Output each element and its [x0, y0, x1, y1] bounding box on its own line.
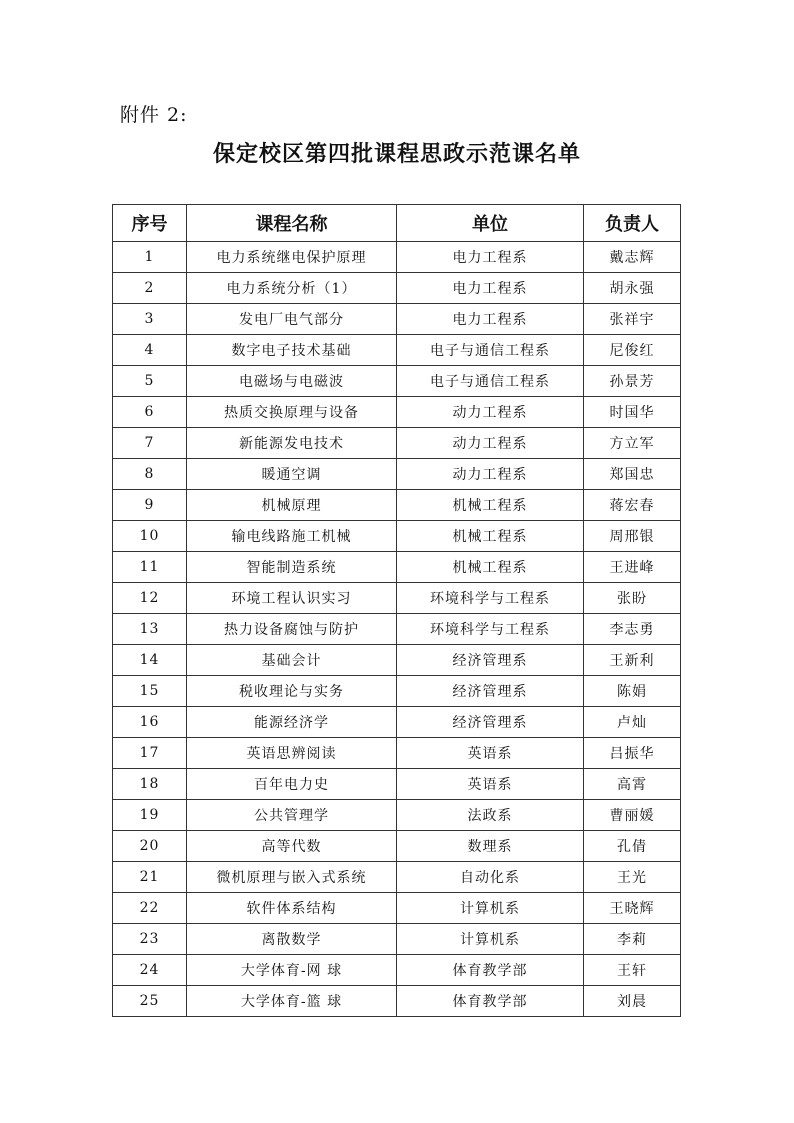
cell-department: 英语系 [397, 769, 584, 800]
cell-department: 经济管理系 [397, 707, 584, 738]
cell-person-in-charge: 时国华 [584, 397, 681, 428]
cell-person-in-charge: 陈娟 [584, 676, 681, 707]
table-row [113, 552, 681, 583]
cell-serial-number: 10 [113, 521, 187, 552]
cell-person-in-charge: 周邢银 [584, 521, 681, 552]
cell-person-in-charge: 郑国忠 [584, 459, 681, 490]
cell-department: 经济管理系 [397, 645, 584, 676]
cell-department: 机械工程系 [397, 490, 584, 521]
cell-course-name: 大学体育-网 球 [187, 955, 397, 986]
cell-department: 环境科学与工程系 [397, 614, 584, 645]
cell-department: 法政系 [397, 800, 584, 831]
cell-serial-number: 14 [113, 645, 187, 676]
cell-course-name: 英语思辨阅读 [187, 738, 397, 769]
cell-course-name: 软件体系结构 [187, 893, 397, 924]
cell-person-in-charge: 胡永强 [584, 273, 681, 304]
cell-department: 体育教学部 [397, 955, 584, 986]
cell-course-name: 智能制造系统 [187, 552, 397, 583]
table-row [113, 738, 681, 769]
cell-person-in-charge: 尼俊红 [584, 335, 681, 366]
table-row [113, 924, 681, 955]
table-row [113, 862, 681, 893]
cell-course-name: 税收理论与实务 [187, 676, 397, 707]
cell-course-name: 百年电力史 [187, 769, 397, 800]
cell-course-name: 公共管理学 [187, 800, 397, 831]
cell-person-in-charge: 方立军 [584, 428, 681, 459]
table-row [113, 521, 681, 552]
cell-course-name: 离散数学 [187, 924, 397, 955]
cell-course-name: 能源经济学 [187, 707, 397, 738]
table-row [113, 490, 681, 521]
cell-department: 计算机系 [397, 893, 584, 924]
cell-course-name: 热质交换原理与设备 [187, 397, 397, 428]
cell-serial-number: 4 [113, 335, 187, 366]
table-row [113, 831, 681, 862]
cell-course-name: 热力设备腐蚀与防护 [187, 614, 397, 645]
cell-department: 机械工程系 [397, 521, 584, 552]
cell-department: 自动化系 [397, 862, 584, 893]
cell-person-in-charge: 王轩 [584, 955, 681, 986]
cell-serial-number: 3 [113, 304, 187, 335]
cell-course-name: 电力系统继电保护原理 [187, 242, 397, 273]
cell-department: 电力工程系 [397, 304, 584, 335]
document-title: 保定校区第四批课程思政示范课名单 [212, 142, 581, 167]
header-department: 单位 [397, 205, 584, 242]
cell-person-in-charge: 王光 [584, 862, 681, 893]
cell-serial-number: 18 [113, 769, 187, 800]
cell-person-in-charge: 刘晨 [584, 986, 681, 1017]
cell-course-name: 高等代数 [187, 831, 397, 862]
cell-serial-number: 6 [113, 397, 187, 428]
table-row [113, 769, 681, 800]
cell-serial-number: 13 [113, 614, 187, 645]
cell-department: 计算机系 [397, 924, 584, 955]
cell-department: 环境科学与工程系 [397, 583, 584, 614]
table-row [113, 583, 681, 614]
cell-person-in-charge: 张盼 [584, 583, 681, 614]
cell-person-in-charge: 戴志辉 [584, 242, 681, 273]
cell-person-in-charge: 张祥宇 [584, 304, 681, 335]
cell-department: 电力工程系 [397, 273, 584, 304]
cell-person-in-charge: 王新利 [584, 645, 681, 676]
cell-course-name: 数字电子技术基础 [187, 335, 397, 366]
table-row [113, 242, 681, 273]
cell-serial-number: 15 [113, 676, 187, 707]
cell-serial-number: 11 [113, 552, 187, 583]
cell-department: 体育教学部 [397, 986, 584, 1017]
cell-course-name: 机械原理 [187, 490, 397, 521]
cell-course-name: 微机原理与嵌入式系统 [187, 862, 397, 893]
table-row [113, 304, 681, 335]
cell-department: 电子与通信工程系 [397, 335, 584, 366]
header-course-name: 课程名称 [187, 205, 397, 242]
cell-course-name: 输电线路施工机械 [187, 521, 397, 552]
cell-serial-number: 1 [113, 242, 187, 273]
cell-department: 动力工程系 [397, 459, 584, 490]
cell-serial-number: 12 [113, 583, 187, 614]
cell-department: 英语系 [397, 738, 584, 769]
cell-person-in-charge: 李莉 [584, 924, 681, 955]
cell-person-in-charge: 王晓辉 [584, 893, 681, 924]
cell-course-name: 新能源发电技术 [187, 428, 397, 459]
cell-serial-number: 24 [113, 955, 187, 986]
course-list-table [112, 204, 681, 1017]
table-row [113, 335, 681, 366]
cell-serial-number: 22 [113, 893, 187, 924]
cell-person-in-charge: 孔倩 [584, 831, 681, 862]
cell-person-in-charge: 王进峰 [584, 552, 681, 583]
table-row [113, 955, 681, 986]
table-row [113, 800, 681, 831]
table-row [113, 459, 681, 490]
table-row [113, 986, 681, 1017]
cell-serial-number: 21 [113, 862, 187, 893]
header-person-in-charge: 负责人 [584, 205, 681, 242]
cell-person-in-charge: 孙景芳 [584, 366, 681, 397]
cell-course-name: 大学体育-篮 球 [187, 986, 397, 1017]
table-row [113, 893, 681, 924]
table-row [113, 614, 681, 645]
cell-course-name: 暖通空调 [187, 459, 397, 490]
cell-person-in-charge: 高霄 [584, 769, 681, 800]
cell-department: 动力工程系 [397, 397, 584, 428]
cell-course-name: 发电厂电气部分 [187, 304, 397, 335]
cell-person-in-charge: 李志勇 [584, 614, 681, 645]
cell-course-name: 电力系统分析（1） [187, 273, 397, 304]
cell-person-in-charge: 卢灿 [584, 707, 681, 738]
attachment-label: 附件 2: [120, 104, 188, 126]
cell-person-in-charge: 曹丽媛 [584, 800, 681, 831]
cell-course-name: 环境工程认识实习 [187, 583, 397, 614]
cell-person-in-charge: 蒋宏春 [584, 490, 681, 521]
cell-serial-number: 19 [113, 800, 187, 831]
cell-department: 电子与通信工程系 [397, 366, 584, 397]
table-row [113, 397, 681, 428]
cell-serial-number: 7 [113, 428, 187, 459]
cell-course-name: 电磁场与电磁波 [187, 366, 397, 397]
cell-serial-number: 16 [113, 707, 187, 738]
cell-department: 电力工程系 [397, 242, 584, 273]
cell-serial-number: 17 [113, 738, 187, 769]
cell-course-name: 基础会计 [187, 645, 397, 676]
header-serial-number: 序号 [113, 205, 187, 242]
cell-department: 数理系 [397, 831, 584, 862]
cell-serial-number: 8 [113, 459, 187, 490]
table-header-row [113, 205, 681, 242]
cell-serial-number: 9 [113, 490, 187, 521]
cell-department: 经济管理系 [397, 676, 584, 707]
cell-serial-number: 25 [113, 986, 187, 1017]
table-row [113, 676, 681, 707]
cell-department: 机械工程系 [397, 552, 584, 583]
table-row [113, 428, 681, 459]
cell-serial-number: 20 [113, 831, 187, 862]
table-row [113, 645, 681, 676]
cell-department: 动力工程系 [397, 428, 584, 459]
table-row [113, 273, 681, 304]
cell-serial-number: 2 [113, 273, 187, 304]
cell-serial-number: 5 [113, 366, 187, 397]
table-row [113, 707, 681, 738]
table-row [113, 366, 681, 397]
cell-serial-number: 23 [113, 924, 187, 955]
cell-person-in-charge: 吕振华 [584, 738, 681, 769]
